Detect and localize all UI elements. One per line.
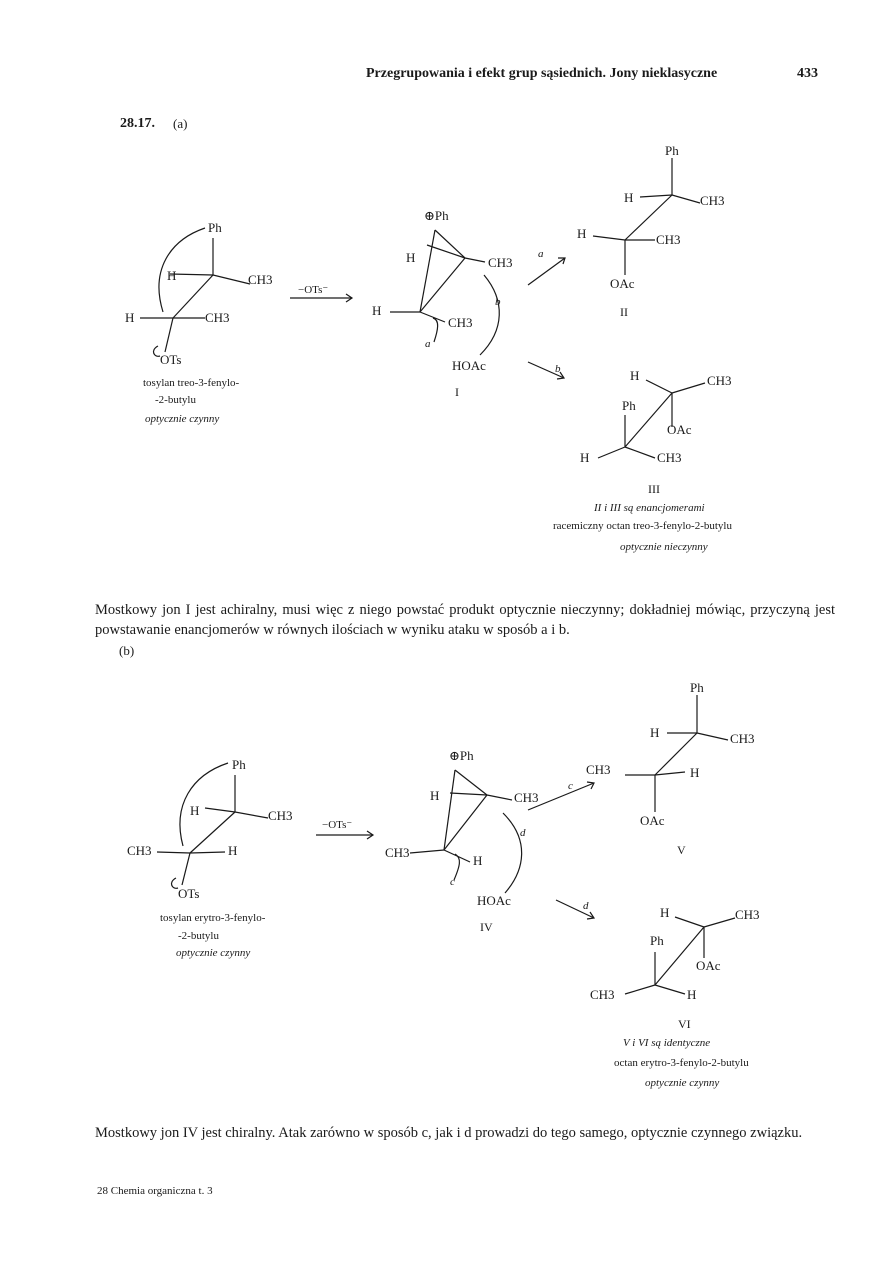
paragraph-b: Mostkowy jon IV jest chiralny. Atak zarówno w sposób c, jak i d prowadzi do tego samego, optycznie czynnego związku. [95, 1125, 803, 1141]
scheme-b-caption-1: V i VI są identyczne [623, 1037, 711, 1049]
atom-ph: Ph [665, 143, 679, 158]
atom-h: H [690, 765, 700, 780]
atom-hoac: HOAc [477, 893, 511, 908]
arrow-label: −OTs⁻ [322, 819, 353, 831]
atom-ch3: CH3 [127, 843, 152, 858]
atom-h: H [406, 250, 416, 265]
atom-h: H [228, 843, 238, 858]
arrow-label: −OTs⁻ [298, 284, 329, 296]
page-number: 433 [797, 66, 818, 81]
atom-h: H [580, 450, 590, 465]
atom-ph: Ph [232, 757, 246, 772]
atom-ch3: CH3 [735, 907, 760, 922]
attack-label: a [538, 248, 544, 260]
scheme-b-caption-3: optycznie czynny [645, 1077, 720, 1089]
atom-h: H [167, 268, 177, 283]
atom-ch3: CH3 [730, 731, 755, 746]
atom-h: H [687, 987, 697, 1002]
attack-label: d [520, 827, 526, 839]
compound-label-vi: VI [678, 1017, 691, 1031]
atom-oac: OAc [696, 958, 721, 973]
atom-h: H [624, 190, 634, 205]
atom-ch3: CH3 [586, 762, 611, 777]
atom-h: H [372, 303, 382, 318]
atom-h: H [125, 310, 135, 325]
reactant-a-caption-1: tosylan treo-3-fenylo- [143, 377, 240, 389]
scheme-a-caption-1: II i III są enancjomerami [594, 502, 705, 514]
compound-label-iv: IV [480, 920, 493, 934]
attack-label: b [555, 363, 561, 375]
attack-label: c [450, 876, 455, 888]
attack-label: c [568, 780, 573, 792]
atom-ch3: CH3 [700, 193, 725, 208]
atom-hoac: HOAc [452, 358, 486, 373]
attack-label: a [425, 338, 431, 350]
atom-ch3: CH3 [268, 808, 293, 823]
paragraph-a: Mostkowy jon I jest achiralny, musi więc z niego powstać produkt optycznie nieczynny; dokładniej mówiąc, przyczyną jest powstawanie enancjomerów w równych ilościach w wyniku ataku w sposób a i b. [95, 602, 835, 638]
atom-h: H [650, 725, 660, 740]
atom-h: H [473, 853, 483, 868]
atom-ph: Ph [650, 933, 664, 948]
atom-ph: Ph [208, 220, 222, 235]
attack-label: d [583, 900, 589, 912]
atom-h: H [577, 226, 587, 241]
atom-h: H [660, 905, 670, 920]
atom-oac: OAc [640, 813, 665, 828]
reactant-b-caption-1: tosylan erytro-3-fenylo- [160, 912, 266, 924]
atom-ph-cation: ⊕Ph [424, 208, 449, 223]
scheme-a-caption-2: racemiczny octan treo-3-fenylo-2-butylu [553, 520, 732, 532]
part-a-label: (a) [173, 116, 188, 131]
attack-label: b [495, 296, 501, 308]
atom-ph: Ph [622, 398, 636, 413]
reactant-b-caption-2: -2-butylu [178, 930, 219, 942]
atom-ch3: CH3 [448, 315, 473, 330]
atom-ch3: CH3 [248, 272, 273, 287]
atom-h: H [190, 803, 200, 818]
atom-oac: OAc [610, 276, 635, 291]
page-footer: 28 Chemia organiczna t. 3 [97, 1185, 213, 1197]
atom-oac: OAc [667, 422, 692, 437]
atom-ch3: CH3 [205, 310, 230, 325]
atom-ch3: CH3 [707, 373, 732, 388]
reactant-a-caption-2: -2-butylu [155, 394, 196, 406]
part-b-label: (b) [119, 643, 135, 658]
reactant-a-activity: optycznie czynny [145, 413, 220, 425]
atom-ch3: CH3 [488, 255, 513, 270]
atom-ph: Ph [690, 680, 704, 695]
atom-ch3: CH3 [590, 987, 615, 1002]
compound-label-v: V [677, 843, 686, 857]
scheme-b-caption-2: octan erytro-3-fenylo-2-butylu [614, 1057, 749, 1069]
compound-label-ii: II [620, 305, 628, 319]
reactant-b-activity: optycznie czynny [176, 947, 251, 959]
atom-h: H [630, 368, 640, 383]
atom-ch3: CH3 [657, 450, 682, 465]
atom-ots: OTs [160, 352, 182, 367]
atom-ch3: CH3 [514, 790, 539, 805]
problem-number: 28.17. [120, 116, 155, 131]
scheme-a-caption-3: optycznie nieczynny [620, 541, 708, 553]
atom-ots: OTs [178, 886, 200, 901]
atom-ch3: CH3 [656, 232, 681, 247]
running-title: Przegrupowania i efekt grup sąsiednich. Jony nieklasyczne [366, 66, 718, 81]
atom-ph-cation: ⊕Ph [449, 748, 474, 763]
atom-h: H [430, 788, 440, 803]
atom-ch3: CH3 [385, 845, 410, 860]
compound-label-i: I [455, 385, 459, 399]
compound-label-iii: III [648, 482, 660, 496]
